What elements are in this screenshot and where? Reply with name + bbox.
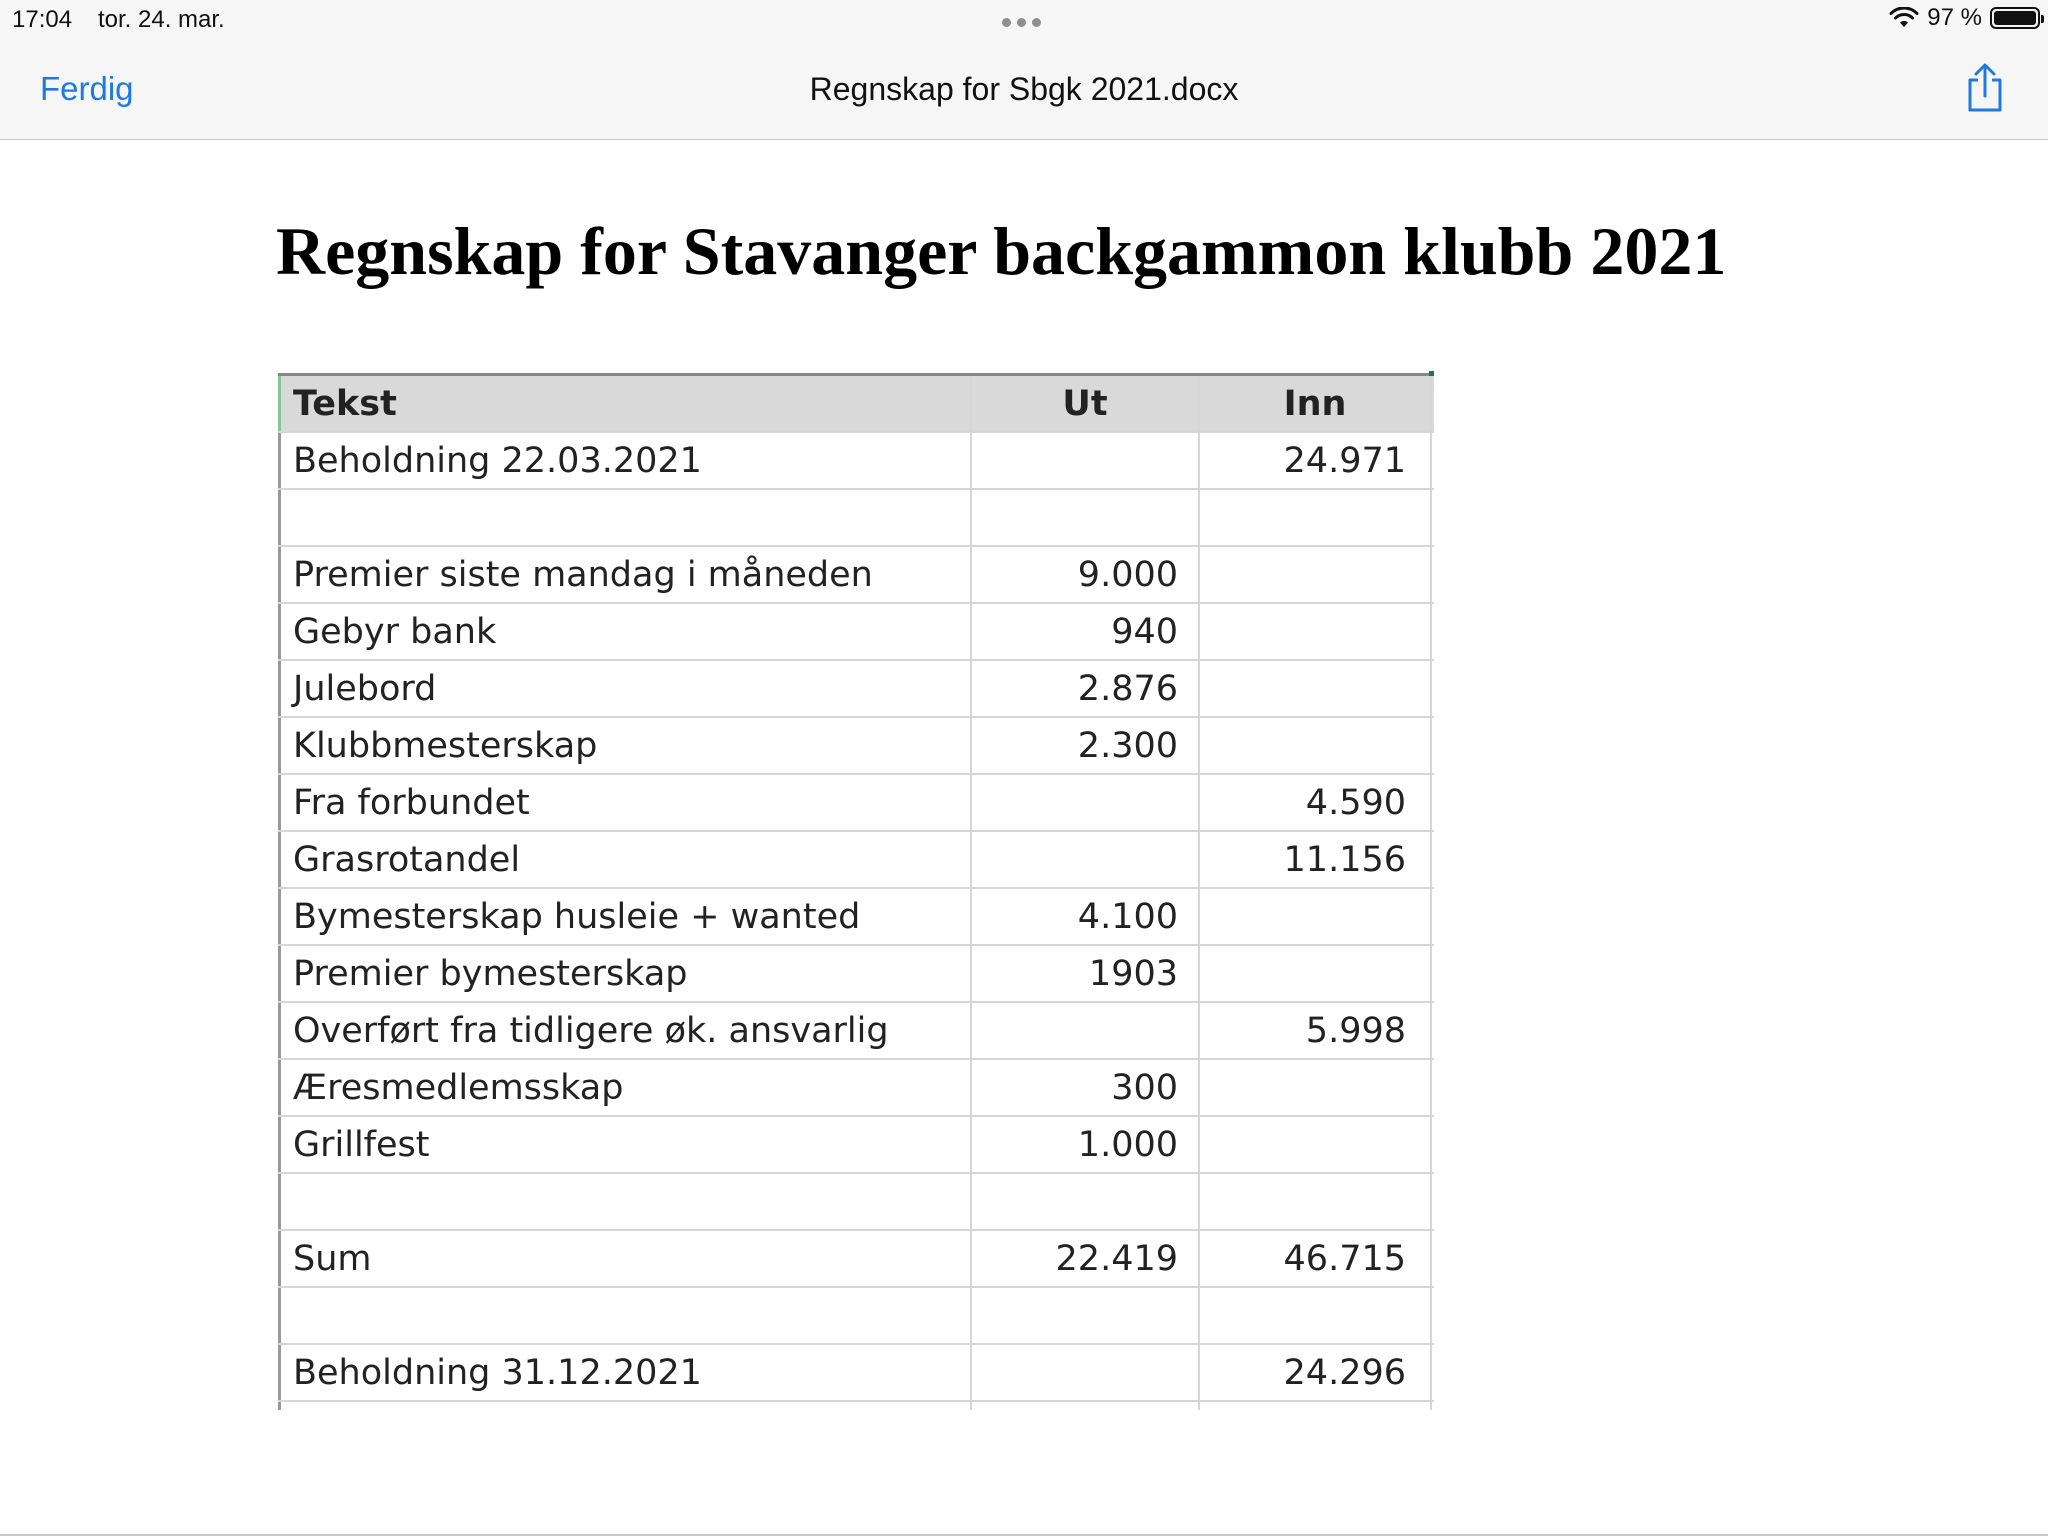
cell-in: 46.715	[1198, 1231, 1432, 1286]
table-row	[278, 1288, 1434, 1345]
table-row	[278, 1117, 1434, 1174]
cell-out: 4.100	[970, 889, 1198, 944]
table-row	[278, 1345, 1434, 1402]
document-filename: Regnskap for Sbgk 2021.docx	[809, 71, 1239, 107]
table-row	[278, 1231, 1434, 1288]
battery-icon	[1990, 7, 2040, 29]
cell-text: Sum	[278, 1231, 970, 1286]
cell-selection-marker	[1429, 371, 1434, 376]
cell-out	[970, 775, 1198, 830]
cell-in: 5.998	[1198, 1003, 1432, 1058]
cell-in	[1198, 661, 1432, 716]
cell-out: 22.419	[970, 1231, 1198, 1286]
cell-out	[970, 433, 1198, 488]
table-row	[278, 946, 1434, 1003]
cell-text: Grillfest	[278, 1117, 970, 1172]
cell-text: Bymesterskap husleie + wanted	[278, 889, 970, 944]
multitasking-dots-icon[interactable]	[1002, 18, 1041, 27]
table-row	[278, 889, 1434, 946]
status-indicators	[1889, 4, 2040, 32]
cell-in	[1198, 1288, 1432, 1343]
cell-in	[1198, 604, 1432, 659]
cell-text: Beholdning 31.12.2021	[278, 1345, 970, 1400]
status-date: tor. 24. mar.	[98, 6, 225, 33]
accounts-table	[278, 373, 1434, 1410]
cell-text	[278, 1174, 970, 1229]
cell-text: Klubbmesterskap	[278, 718, 970, 773]
cell-text: Premier siste mandag i måneden	[278, 547, 970, 602]
table-row	[278, 433, 1434, 490]
table-row	[278, 718, 1434, 775]
cell-in	[1198, 889, 1432, 944]
cell-out	[970, 490, 1198, 545]
cell-out: 1903	[970, 946, 1198, 1001]
table-row	[278, 1003, 1434, 1060]
table-row	[278, 1174, 1434, 1231]
cell-text	[278, 490, 970, 545]
cell-text: Overført fra tidligere øk. ansvarlig	[278, 1003, 970, 1058]
cell-in	[1198, 1117, 1432, 1172]
table-row	[278, 1060, 1434, 1117]
done-button[interactable]: Ferdig	[40, 70, 134, 107]
table-row	[278, 775, 1434, 832]
cell-in	[1198, 547, 1432, 602]
cell-in	[1198, 1060, 1432, 1115]
cell-out: 2.876	[970, 661, 1198, 716]
cell-out	[970, 1345, 1198, 1400]
cell-in	[1198, 946, 1432, 1001]
cell-out: 2.300	[970, 718, 1198, 773]
header-in: Inn	[1198, 376, 1432, 431]
cell-in: 11.156	[1198, 832, 1432, 887]
cell-in	[1198, 490, 1432, 545]
cell-text: Grasrotandel	[278, 832, 970, 887]
navigation-bar	[0, 40, 2048, 140]
header-text: Tekst	[278, 376, 970, 431]
cell-text: Beholdning 22.03.2021	[278, 433, 970, 488]
table-body	[278, 433, 1434, 1402]
cell-in	[1198, 718, 1432, 773]
cell-in: 24.296	[1198, 1345, 1432, 1400]
status-time: 17:04	[12, 6, 73, 33]
cell-out	[970, 1003, 1198, 1058]
table-row	[278, 547, 1434, 604]
table-row	[278, 832, 1434, 889]
cell-out	[970, 832, 1198, 887]
battery-percent: 97 %	[1927, 4, 1982, 31]
cell-out	[970, 1288, 1198, 1343]
cell-out: 9.000	[970, 547, 1198, 602]
cell-in	[1198, 1174, 1432, 1229]
share-icon[interactable]	[1964, 62, 2006, 114]
cell-in: 24.971	[1198, 433, 1432, 488]
cell-out: 940	[970, 604, 1198, 659]
cell-text	[278, 1288, 970, 1343]
header-out: Ut	[970, 376, 1198, 431]
table-header-row	[278, 373, 1434, 433]
cell-text: Premier bymesterskap	[278, 946, 970, 1001]
cell-out: 300	[970, 1060, 1198, 1115]
table-tail	[278, 1402, 1434, 1410]
document-title: Regnskap for Stavanger backgammon klubb 2021	[276, 213, 1727, 289]
table-row	[278, 490, 1434, 547]
cell-out: 1.000	[970, 1117, 1198, 1172]
status-bar	[0, 0, 2048, 40]
cell-text: Gebyr bank	[278, 604, 970, 659]
cell-text: Julebord	[278, 661, 970, 716]
cell-text: Æresmedlemsskap	[278, 1060, 970, 1115]
table-row	[278, 604, 1434, 661]
cell-in: 4.590	[1198, 775, 1432, 830]
table-row	[278, 661, 1434, 718]
cell-out	[970, 1174, 1198, 1229]
cell-text: Fra forbundet	[278, 775, 970, 830]
wifi-icon	[1889, 7, 1919, 29]
